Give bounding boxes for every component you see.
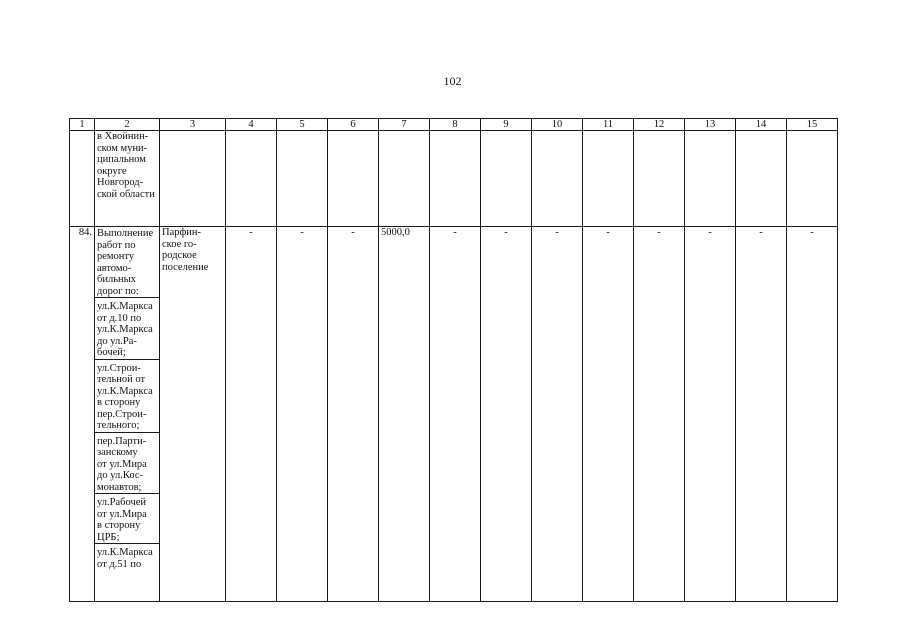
activity-line: от ул.Мира — [97, 508, 147, 520]
activity-line: бочей; — [97, 347, 126, 358]
empty-cell — [583, 131, 634, 227]
activity-line: ул.К.Маркса — [97, 547, 153, 558]
executor-line: Парфин- — [162, 227, 202, 238]
empty-cell — [736, 131, 787, 227]
value-cell: - — [787, 227, 838, 602]
header-cell: 13 — [685, 119, 736, 131]
empty-cell — [430, 131, 481, 227]
activity-line: дорог по: — [97, 285, 139, 297]
row-number-cell — [70, 131, 95, 227]
empty-cell — [787, 131, 838, 227]
value-cell: - — [736, 227, 787, 602]
executor-line: родское — [162, 250, 197, 261]
activity-line: ул.К.Маркса — [97, 301, 153, 312]
header-cell: 3 — [160, 119, 226, 131]
activity-line: в сторону — [97, 397, 141, 408]
activity-line: Новгород- — [97, 177, 144, 188]
activity-line: ул.К.Маркса — [97, 385, 153, 397]
activity-line: в Хвойнин- — [97, 131, 149, 142]
activity-line: тельной от — [97, 374, 146, 385]
table-row-84 — [70, 227, 838, 602]
value-cell: - — [481, 227, 532, 602]
activity-line: занскому — [97, 447, 138, 458]
activity-segment — [95, 543, 159, 570]
activity-line: ципальном — [97, 154, 146, 165]
empty-cell — [160, 131, 226, 227]
activity-line: ул.Строи- — [97, 362, 141, 374]
empty-cell — [685, 131, 736, 227]
empty-cell — [226, 131, 277, 227]
activity-line: от д.10 по — [97, 312, 142, 324]
activity-line: ской области — [97, 188, 155, 200]
row-number-cell: 84. — [70, 227, 95, 602]
header-cell: 9 — [481, 119, 532, 131]
value-cell: - — [583, 227, 634, 602]
activity-line: до ул.Кос- — [97, 470, 144, 481]
activity-line: пер.Строи- — [97, 408, 147, 420]
value-cell: - — [532, 227, 583, 602]
executor-line: ское го- — [162, 238, 197, 250]
value-cell: - — [277, 227, 328, 602]
value-cell: - — [328, 227, 379, 602]
activity-line: округе — [97, 165, 127, 177]
table-header-row — [70, 119, 838, 131]
activity-line: в сторону — [97, 520, 141, 531]
value-cell: - — [430, 227, 481, 602]
empty-cell — [532, 131, 583, 227]
header-cell: 8 — [430, 119, 481, 131]
value-cell: - — [685, 227, 736, 602]
header-cell: 15 — [787, 119, 838, 131]
activity-line: ул.К.Маркса — [97, 324, 153, 335]
empty-cell — [328, 131, 379, 227]
activity-cell — [95, 227, 160, 602]
activity-line: Выполнение — [97, 228, 154, 239]
activity-segment — [95, 359, 159, 432]
activity-line: от д.51 по — [97, 558, 142, 570]
activity-segment — [95, 493, 159, 543]
activity-segment — [95, 432, 159, 494]
activity-segment — [97, 227, 157, 297]
empty-cell — [379, 131, 430, 227]
header-cell: 7 — [379, 119, 430, 131]
activity-line: ском муни- — [97, 142, 148, 154]
value-cell: 5000,0 — [379, 227, 430, 602]
empty-cell — [481, 131, 532, 227]
activity-line: ремонту — [97, 251, 135, 262]
page-number: 102 — [443, 74, 462, 88]
activity-line: пер.Парти- — [97, 435, 147, 447]
header-cell: 6 — [328, 119, 379, 131]
empty-cell — [634, 131, 685, 227]
activity-line: тельного; — [97, 420, 140, 431]
activity-line: автомо- — [97, 262, 132, 274]
activity-line: работ по — [97, 239, 136, 251]
activity-line: ЦРБ; — [97, 531, 120, 543]
executor-line: поселение — [162, 261, 209, 273]
header-cell: 14 — [736, 119, 787, 131]
activity-line: ул.Рабочей — [97, 497, 147, 508]
activity-line: до ул.Ра- — [97, 335, 137, 347]
value-cell: - — [226, 227, 277, 602]
value-cell: - — [634, 227, 685, 602]
header-cell: 10 — [532, 119, 583, 131]
header-cell: 4 — [226, 119, 277, 131]
activity-cell — [95, 131, 160, 227]
activity-line: от ул.Мира — [97, 458, 147, 470]
budget-table — [69, 118, 838, 602]
header-cell: 1 — [70, 119, 95, 131]
empty-cell — [277, 131, 328, 227]
header-cell: 5 — [277, 119, 328, 131]
header-cell: 12 — [634, 119, 685, 131]
activity-segment — [95, 297, 159, 359]
activity-line: монавтов; — [97, 481, 142, 493]
executor-cell — [160, 227, 226, 602]
header-cell: 2 — [95, 119, 160, 131]
header-cell: 11 — [583, 119, 634, 131]
table-row-continuation — [70, 131, 838, 227]
activity-line: бильных — [97, 274, 136, 285]
